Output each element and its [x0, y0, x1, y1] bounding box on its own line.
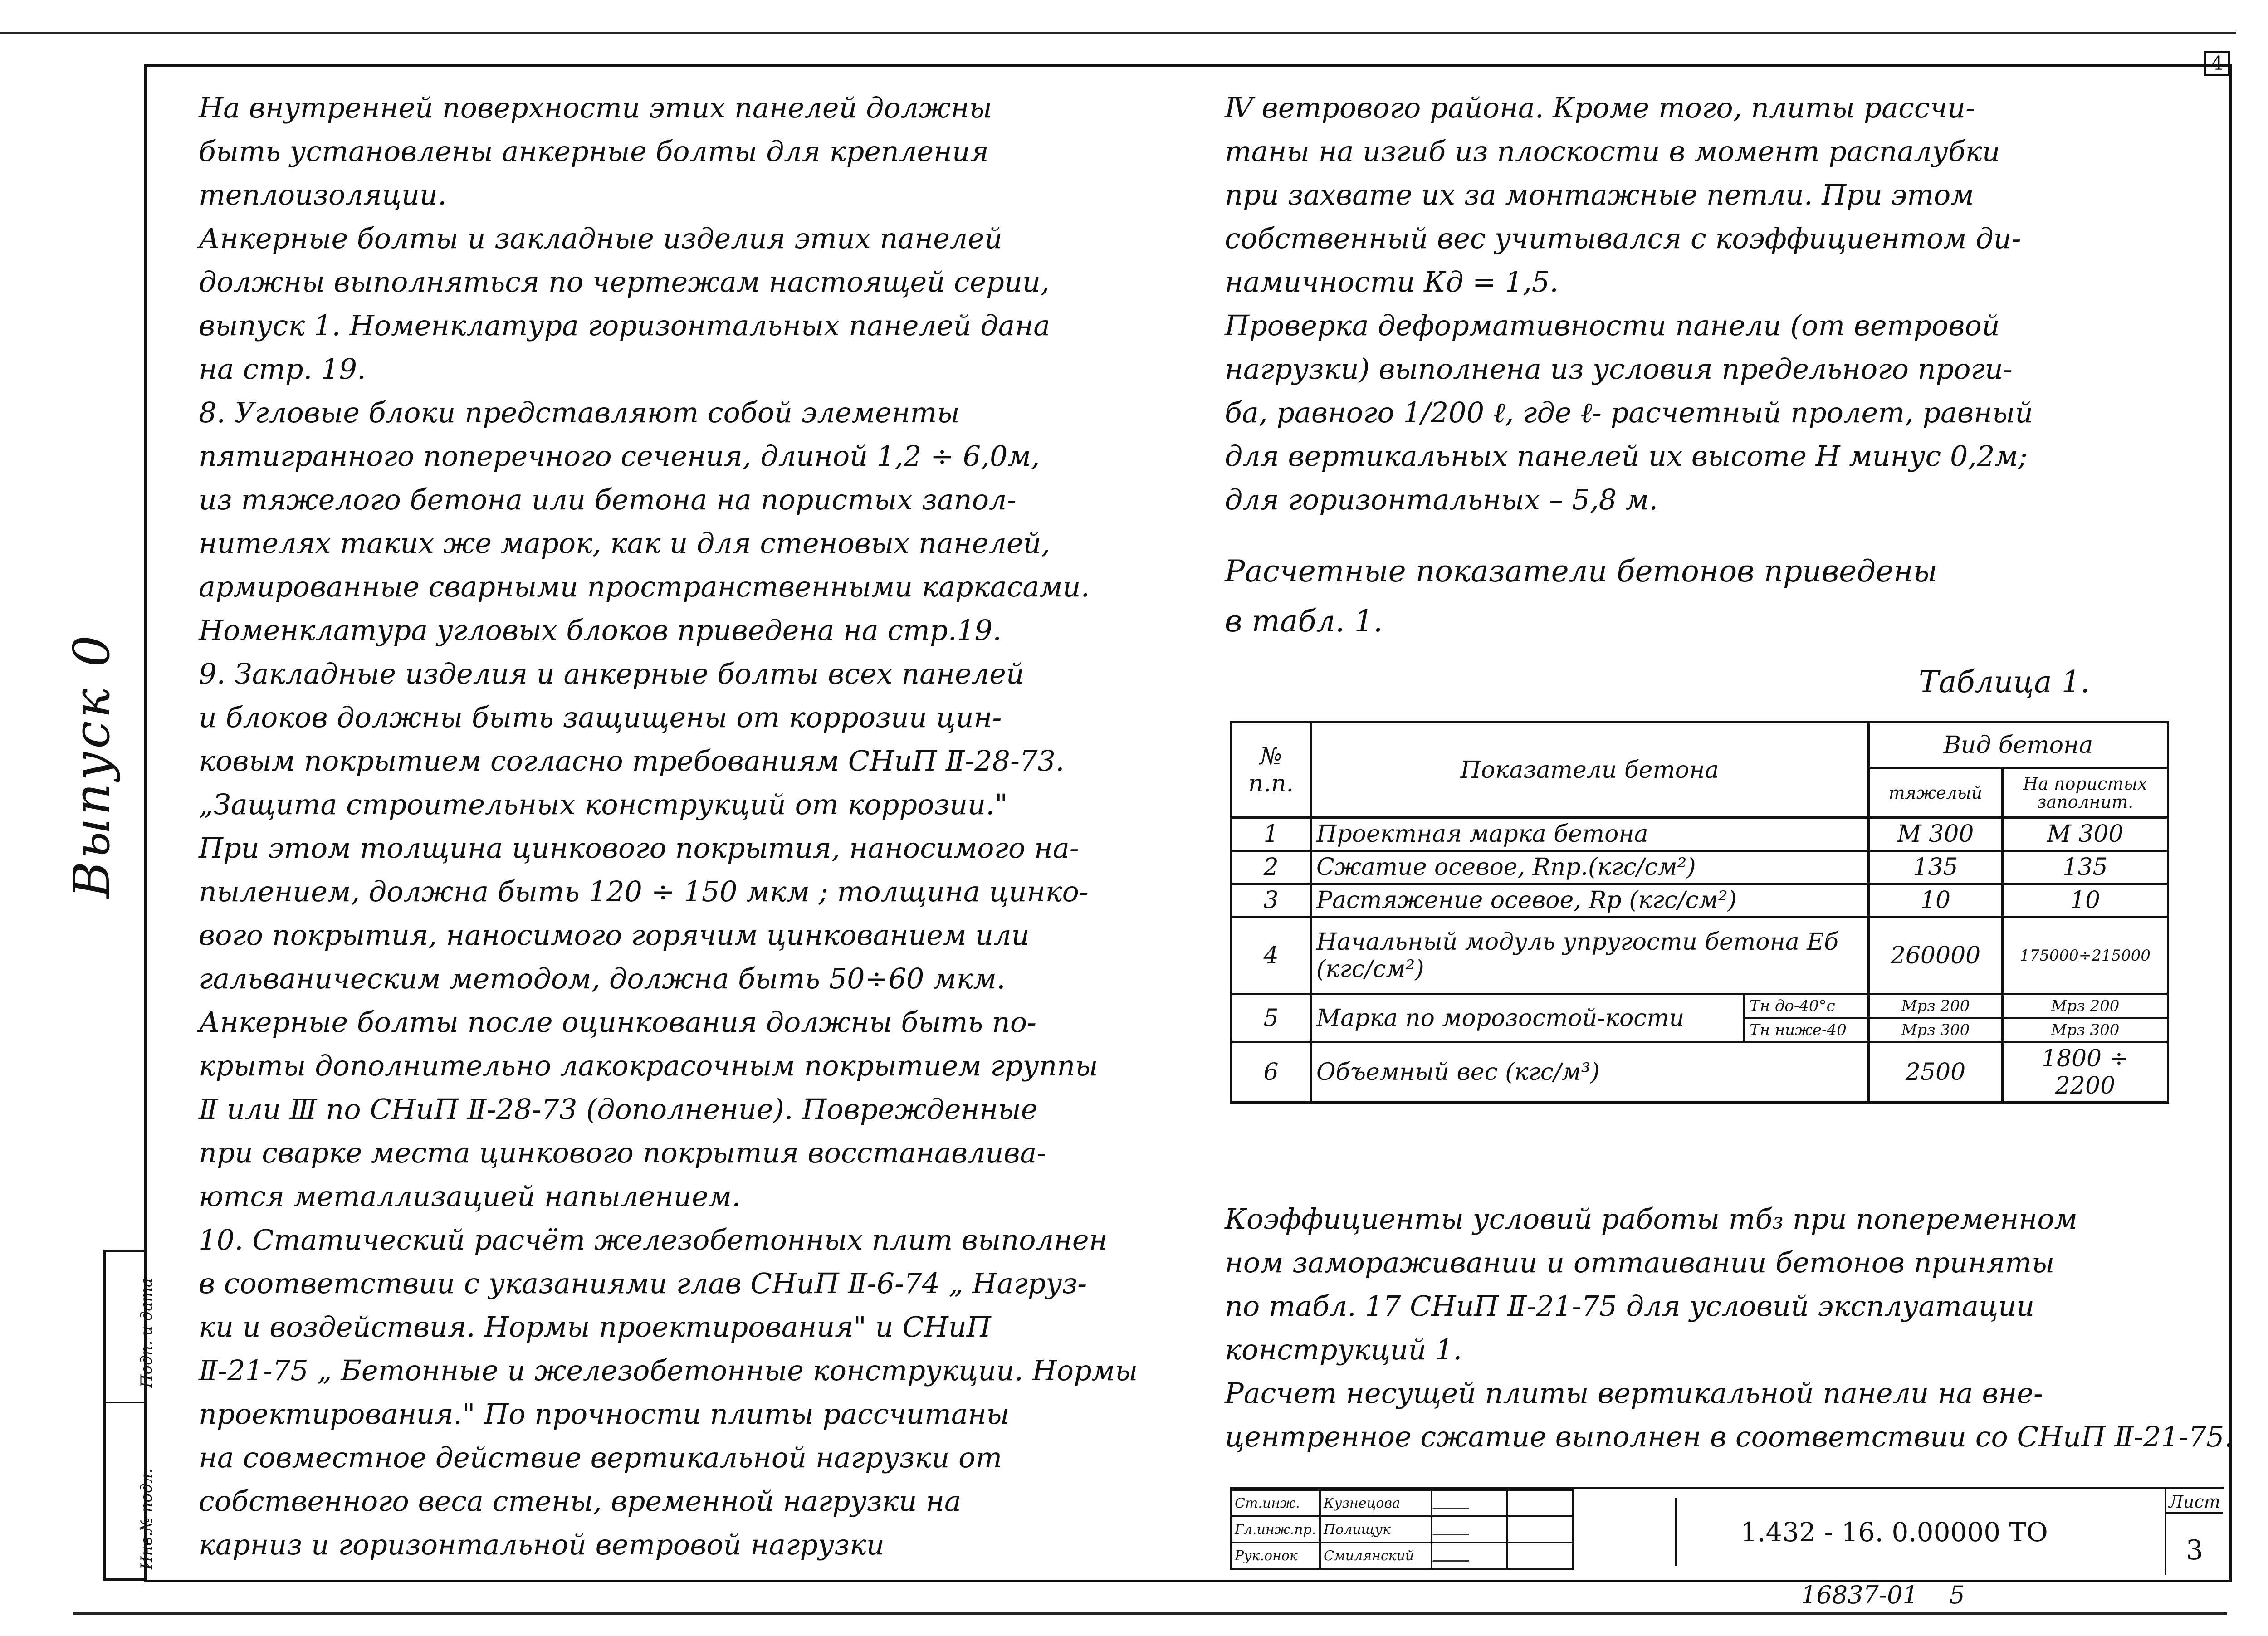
text-line: Коэффициенты условий работы mб₃ при попеременном	[1225, 1202, 2077, 1236]
signature-mark	[1432, 1516, 1507, 1543]
row-heavy: 260000	[1869, 917, 2003, 994]
signature-date	[1507, 1543, 1573, 1569]
table-caption: Таблица 1.	[1919, 664, 2090, 699]
row-indicator: Растяжение осевое, Rр (кгс/см²)	[1311, 884, 1869, 917]
left-text-column	[199, 86, 1138, 1567]
signature-scribble	[1432, 1520, 1474, 1535]
text-line: гальваническим методом, должна быть 50÷60 мкм.	[199, 962, 1006, 995]
text-line: Расчетные показатели бетонов приведены	[1225, 554, 1938, 589]
text-line: пятигранного поперечного сечения, длиной 1,2 ÷ 6,0м,	[199, 440, 1040, 473]
text-line: 10. Статический расчёт железобетонных плит выполнен	[199, 1223, 1108, 1256]
row-number: 4	[1232, 917, 1311, 994]
sheet-label: Лист	[2166, 1492, 2223, 1514]
text-line: ются металлизацией напылением.	[199, 1180, 741, 1213]
title-block	[1230, 1487, 2224, 1575]
signature-role: Рук.онок	[1231, 1543, 1320, 1569]
text-line: Номенклатура угловых блоков приведена на стр.19.	[199, 614, 1002, 647]
side-stamp-sign: Подп. и дата	[137, 1278, 156, 1388]
text-line: должны выполняться по чертежам настоящей серии,	[199, 265, 1050, 298]
signature-mark	[1432, 1543, 1507, 1569]
top-rule	[0, 32, 2236, 34]
row-number: 1	[1232, 818, 1311, 851]
text-line: выпуск 1. Номенклатура горизонтальных панелей дана	[199, 309, 1051, 342]
corner-page-number: 4	[2204, 51, 2230, 76]
text-line: собственного веса стены, временной нагрузки на	[199, 1485, 961, 1518]
signature-date	[1507, 1490, 1573, 1516]
row-number: 6	[1232, 1042, 1311, 1103]
text-line: теплоизоляции.	[199, 178, 447, 211]
header-indicator: Показатели бетона	[1311, 723, 1869, 818]
table-row	[1232, 818, 2168, 851]
row-porous: 1800 ÷ 2200	[2003, 1042, 2168, 1103]
row-indicator: Начальный модуль упругости бетона Еб (кгс/см²)	[1311, 917, 1869, 994]
text-line: быть установлены анкерные болты для крепления	[199, 135, 989, 168]
row-heavy: 2500	[1869, 1042, 2003, 1103]
text-line: 9. Закладные изделия и анкерные болты всех панелей	[199, 657, 1024, 690]
row-heavy: Мрз 300	[1869, 1018, 2003, 1042]
right-text-column	[1225, 86, 2033, 522]
signature-row	[1231, 1543, 1573, 1569]
signature-name: Полищук	[1320, 1516, 1432, 1543]
table-row	[1232, 1042, 2168, 1103]
row-porous: 175000÷215000	[2003, 917, 2168, 994]
signature-scribble	[1432, 1547, 1474, 1562]
table-row	[1232, 994, 2168, 1018]
signature-date	[1507, 1516, 1573, 1543]
text-line: ки и воздействия. Нормы проектирования" и СНиП	[199, 1310, 991, 1343]
table-reference-heading	[1225, 547, 1937, 646]
signature-name: Кузнецова	[1320, 1490, 1432, 1516]
text-line: „Защита строительных конструкций от коррозии."	[199, 788, 1008, 821]
header-num: № п.п.	[1232, 723, 1311, 818]
side-label: Выпуск 0	[63, 632, 121, 898]
text-line: Расчет несущей плиты вертикальной панели на вне-	[1225, 1377, 2043, 1410]
row-heavy: М 300	[1869, 818, 2003, 851]
text-line: нителях таких же марок, как и для стеновых панелей,	[199, 527, 1051, 560]
side-stamp-inv: Инв.№ подл.	[137, 1469, 156, 1569]
row-number: 2	[1232, 851, 1311, 884]
archive-code: 16837-01 5	[1801, 1581, 1965, 1609]
row-porous: М 300	[2003, 818, 2168, 851]
text-line: Ⅱ-21-75 „ Бетонные и железобетонные конструкции. Нормы	[199, 1354, 1138, 1387]
signature-row	[1231, 1516, 1573, 1543]
header-heavy: тяжелый	[1869, 768, 2003, 818]
text-line: карниз и горизонтальной ветровой нагрузки	[199, 1528, 885, 1561]
text-line: армированные сварными пространственными каркасами.	[199, 570, 1090, 603]
text-line: на совместное действие вертикальной нагрузки от	[199, 1441, 1002, 1474]
text-line: на стр. 19.	[199, 352, 366, 386]
text-line: Ⅱ или Ⅲ по СНиП Ⅱ-28-73 (дополнение). Поврежденные	[199, 1093, 1038, 1126]
sheet-number: 3	[2185, 1534, 2204, 1566]
signature-name: Смилянский	[1320, 1543, 1432, 1569]
text-line: вого покрытия, наносимого горячим цинкованием или	[199, 918, 1030, 952]
table-row	[1232, 917, 2168, 994]
text-line: проектирования." По прочности плиты рассчитаны	[199, 1397, 1010, 1431]
text-line: Проверка деформативности панели (от ветровой	[1225, 309, 2000, 342]
text-line: ковым покрытием согласно требованиям СНиП Ⅱ-28-73.	[199, 744, 1065, 777]
signature-role: Ст.инж.	[1231, 1490, 1320, 1516]
header-porous: На пористых заполнит.	[2003, 768, 2168, 818]
text-line: намичности Кд = 1,5.	[1225, 265, 1559, 298]
row-porous: 10	[2003, 884, 2168, 917]
text-line: ном замораживании и оттаивании бетонов приняты	[1225, 1246, 2055, 1279]
text-line: в соответствии с указаниями глав СНиП Ⅱ-6-74 „ Нагруз-	[199, 1267, 1087, 1300]
text-line: при захвате их за монтажные петли. При этом	[1225, 178, 1974, 211]
text-line: пылением, должна быть 120 ÷ 150 мкм ; толщина цинко-	[199, 875, 1089, 908]
side-stamp-divider	[106, 1402, 147, 1403]
table-row	[1232, 851, 2168, 884]
row-porous: 135	[2003, 851, 2168, 884]
text-line: собственный вес учитывался с коэффициентом ди-	[1225, 222, 2021, 255]
text-line: Анкерные болты и закладные изделия этих панелей	[199, 222, 1003, 255]
text-line: из тяжелого бетона или бетона на пористых запол-	[199, 483, 1017, 516]
text-line: нагрузки) выполнена из условия предельного проги-	[1225, 352, 2013, 386]
row-heavy: 10	[1869, 884, 2003, 917]
row-heavy: 135	[1869, 851, 2003, 884]
text-line: для вертикальных панелей их высоте Н минус 0,2м;	[1225, 440, 2028, 473]
table-row	[1232, 884, 2168, 917]
signature-row	[1231, 1490, 1573, 1516]
concrete-properties-table	[1230, 721, 2169, 1104]
below-table-text	[1225, 1197, 2233, 1459]
row-porous: Мрз 300	[2003, 1018, 2168, 1042]
row-sub-condition: Тн до-40°с	[1744, 994, 1869, 1018]
text-line: и блоков должны быть защищены от коррозии цин-	[199, 701, 1002, 734]
row-porous: Мрз 200	[2003, 994, 2168, 1018]
text-line: Ⅳ ветрового района. Кроме того, плиты рассчи-	[1225, 91, 1975, 124]
side-stamp	[103, 1250, 156, 1581]
text-line: для горизонтальных – 5,8 м.	[1225, 483, 1658, 516]
signature-mark	[1432, 1490, 1507, 1516]
text-line: таны на изгиб из плоскости в момент распалубки	[1225, 135, 2000, 168]
document-code: 1.432 - 16. 0.00000 ТО	[1675, 1498, 2112, 1566]
row-number: 3	[1232, 884, 1311, 917]
text-line: Анкерные болты после оцинкования должны быть по-	[199, 1006, 1037, 1039]
text-line: по табл. 17 СНиП Ⅱ-21-75 для условий эксплуатации	[1225, 1289, 2035, 1323]
text-line: На внутренней поверхности этих панелей должны	[199, 91, 992, 124]
bottom-rule	[73, 1612, 2227, 1615]
row-sub-condition: Тн ниже-40	[1744, 1018, 1869, 1042]
text-line: крыты дополнительно лакокрасочным покрытием группы	[199, 1049, 1098, 1082]
header-concrete-type: Вид бетона	[1869, 723, 2168, 768]
text-line: 8. Угловые блоки представляют собой элементы	[199, 396, 960, 429]
row-indicator: Сжатие осевое, Rпр.(кгс/см²)	[1311, 851, 1869, 884]
row-indicator: Проектная марка бетона	[1311, 818, 1869, 851]
text-line: При этом толщина цинкового покрытия, наносимого на-	[199, 831, 1079, 864]
row-indicator: Марка по морозостой-кости	[1311, 994, 1744, 1042]
row-heavy: Мрз 200	[1869, 994, 2003, 1018]
row-number: 5	[1232, 994, 1311, 1042]
row-indicator: Объемный вес (кгс/м³)	[1311, 1042, 1869, 1103]
text-line: конструкций 1.	[1225, 1333, 1462, 1366]
sheet-box	[2165, 1489, 2223, 1575]
text-line: ба, равного 1/200 ℓ, где ℓ- расчетный пролет, равный	[1225, 396, 2033, 429]
signature-role: Гл.инж.пр.	[1231, 1516, 1320, 1543]
signatures-table	[1230, 1489, 1574, 1570]
text-line: центренное сжатие выполнен в соответствии со СНиП Ⅱ-21-75.	[1225, 1420, 2234, 1453]
signature-scribble	[1432, 1494, 1474, 1509]
text-line: в табл. 1.	[1225, 604, 1383, 639]
text-line: при сварке места цинкового покрытия восстанавлива-	[199, 1136, 1046, 1169]
